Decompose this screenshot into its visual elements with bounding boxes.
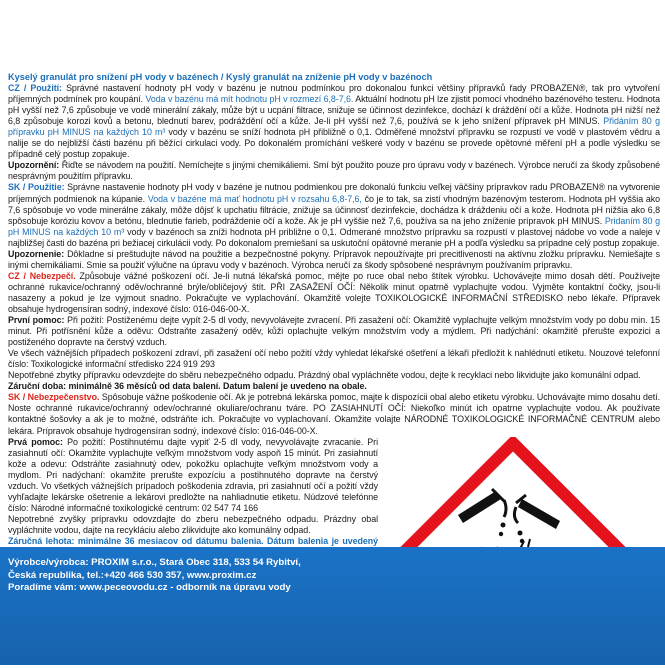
sk-use-paragraph <box>8 182 660 248</box>
sk-expiry-text: Záručná lehota: minimálne 36 mesiacov od dátumu balenia. Dátum balenia je uvedený <box>8 535 378 546</box>
sk-use-text-2: čo je to tak, sa zistí vhodným bazénovým testerom. Hodnota pH vyššia ako 7,6 spôsobuje vo vode minerálne zákaly, môže dôjsť k upchatiu filtrácie, znižuje sa účinnosť dezinfekcie, dochádza k dráždeniu očí a kože. Hodnota pH nižšia ako 6,8 spôsobuje koróziu kovov a betónu, blednutie farieb, podráždenie očí a kože. Ak je pH vyššie než 7,6, používa sa na jeho zníženie prípravok pH MINUS. <box>8 193 661 226</box>
sk-use-label: SK / Použitie: <box>8 182 65 193</box>
sk-danger-label: SK / Nebezpečenstvo. <box>8 392 100 403</box>
sk-first-aid-paragraph <box>8 437 378 514</box>
sk-warning-label: Upozornenie: <box>8 248 65 259</box>
sk-danger-text: Spôsobuje vážne poškodenie očí. Ak je potrebná lekárska pomoc, majte k dispozícii obal alebo etiketu výrobku. Uchovávajte mimo dosahu detí. Noste ochranné rukavice/ochranný odev/ochranné okuliare/ochranu tváre. PO ZASIAHNUTÍ OČÍ: Niekoľko minút ich opatrne vyplachujte vodou. Ak používate kontaktné šošovky a ak je to možné, odstráňte ich. Pokračujte vo vyplachovaní. Okamžite volajte NÁRODNÉ TOXIKOLOGICKÉ INFORMAČNÉ CENTRUM alebo lekára. Prípravok obsahuje hydrogensíran sodný, indexové číslo: 016-046-00-X. <box>8 392 660 436</box>
cz-first-aid-text-1: Při požití: Postiženému dejte vypít 2-5 dl vody, nevyvolávejte zvracení. Při zasažení očí: Okamžitě vyplachujte velkým množstvím vody po dobu min. 15 minut. Při potřísnění kůže a oděvu: Odstraňte zasažený oděv, kůži oplachujte velkým množstvím vody a mýdlem. Při nadýchání: okamžitě přerušte expozici a postiženého dopravte na čerstvý vzduch. <box>8 315 660 348</box>
cz-expiry-text: Záruční doba: minimálně 36 měsíců od data balení. Datum balení je uvedeno na obale. <box>8 381 367 392</box>
product-title: Kyselý granulát pro snížení pH vody v bazénech / Kyslý granulát na zníženie pH vody v bazénoch <box>8 72 433 82</box>
sk-disposal-text: Nepotrebné zvyšky prípravku odovzdajte do zberu nebezpečného odpadu. Prázdny obal vypláchnite vodou, dajte na recykláciu alebo zlikvidujte ako komunálny odpad. <box>8 513 378 535</box>
advice-link[interactable]: Poradíme vám: www.peceovodu.cz - odborník na úpravu vody <box>8 582 291 593</box>
cz-first-aid-paragraph <box>8 315 660 348</box>
footer-lines <box>8 557 301 595</box>
sk-use-dosage: Pridaním 80 g pH MINUS na každých 10 m³ <box>8 215 660 237</box>
cz-use-ph-range: Voda v bazénu má mít hodnotu pH v rozmezí 6,8-7,6. <box>145 94 354 105</box>
cz-danger-text: Způsobuje vážné poškození očí. Je-li nutná lékařská pomoc, mějte po ruce obal nebo štítek výrobku. Uchovávejte mimo dosah dětí. Používejte ochranné rukavice/ochranný oděv/ochranné brýle/obličejový štít. PŘI ZASAŽENÍ OČÍ: Několik minut opatrně vyplachujte vodou. Vyjměte kontaktní čočky, jsou-li nasazeny a pokud je lze vyjmout snadno. Pokračujte ve vyplachování. Okamžitě volejte TOXIKOLOGICKÉ INFORMAČNÍ STŘEDISKO nebo lékaře. Přípravek obsahuje hydrogensíran sodný, indexové číslo: 016-046-00-X. <box>8 270 660 314</box>
sk-use-ph-range: Voda v bazéne má mať hodnotu pH v rozsahu 6,8-7,6, <box>147 193 362 204</box>
cz-use-text-2: Aktuální hodnotu pH lze zjistit pomocí vhodného bazénového testeru. Hodnota pH vyšší než 7,6 způsobuje ve vodě minerální zákaly, může být u ucpání filtrace, snižuje se účinnost dezinfekce, dochází k dráždění očí a kůže. Hodnota pH nižší než 6,8 způsobuje korozi kovů a betonu, blednutí barev, podráždění očí a kůže. Je-li pH vyšší než 7,6, používá se k jeho snížení přípravek pH MINUS. <box>8 94 660 127</box>
cz-danger-label: CZ / Nebezpečí. <box>8 270 76 281</box>
sk-first-aid-label: Prvá pomoc: <box>8 436 63 447</box>
cz-use-paragraph <box>8 83 660 160</box>
sk-danger-paragraph <box>8 392 660 436</box>
sk-warning-text: Dôkladne si preštudujte návod na použitie a bezpečnostné pokyny. Prípravok nepoužívajte pri precitlivenosti na aktívnu zložku prípravku. Nemiešajte s inými chemikáliami. Smie sa použiť výlučne na úpravu vody v bazénoch. Výrobca neručí za škody spôsobené nesprávnym používaním prípravku. <box>8 248 660 270</box>
cz-use-text-1: Správné nastavení hodnoty pH vody v bazénu je nutnou podmínkou pro dokonalou funkci většiny přípravků řady PROBAZEN®, tak pro vytvoření příjemných podmínek pro koupání. <box>8 83 660 105</box>
producer-footer <box>0 547 665 665</box>
cz-first-aid-label: První pomoc: <box>8 315 65 326</box>
sk-use-text-1: Správne nastavenie hodnoty pH vody v bazéne je nutnou podmienkou pre dokonalú funkciu veľkej väčšiny prípravkov radu PROBAZEN® na vytvorenie príjemných podmienok na kúpanie. <box>8 182 661 204</box>
cz-warning-paragraph <box>8 160 660 182</box>
sk-first-aid-text-1: Po požití: Postihnutému dajte vypiť 2-5 dl vody, nevyvolávajte zvracanie. Pri zasiahnutí očí: Okamžite vyplachujte veľkým množstvom vody aspoň 15 minút. Pri zasiahnutí kože a odevu: Odstráňte zasiahnutý odev, pokožku oplachujte veľkým množstvom vody a mydlom. Pri nadýchaní: okamžite prerušte expozíciu a postihnutého dopravte na čerstvý vzduch. Vo všetkých vážnejších prípadoch poškodenia zdravia, pri zasiahnutí očí a požití vždy vyhľadajte lekárske ošetrenie a lekárovi predložte na nahliadnutie etiketu. Núdzové telefónne číslo: Národné informačné toxikologické centrum: 02 547 74 166 <box>8 436 378 513</box>
producer-address: Výrobce/výrobca: PROXIM s.r.o., Stará Obec 318, 533 54 Rybitví, <box>8 557 301 568</box>
cz-use-text-3: vody v bazénu se sníží hodnota pH přibližně o 0,1. Odměřené množství přípravku se rozpustí ve vodě v plastovém vědru a nalije se do nejbližší části bazénu při běžící cirkulaci vody. Po dokonalém promíchání veškeré vody v bazénu se provede opětovné měření pH a podle výsledku se případně celý postup zopakuje. <box>8 127 661 160</box>
sk-first-aid-column <box>8 437 378 559</box>
sk-use-text-3: vody v bazénoch sa zníži hodnota pH približne o 0,1. Odmerané množstvo prípravku sa rozpustí v plastovej nádobe vo vode a naleje v najbližšej časti do bazéna pri bežiacej cirkulácii vody. Po dokonalom premiešaní sa uskutoční opätovné meranie pH a podľa výsledku sa prípadne celý postup zopakuje. <box>8 226 661 248</box>
sk-first-aid-block <box>8 437 660 559</box>
cz-danger-paragraph <box>8 271 660 315</box>
cz-use-dosage: Přidáním 80 g přípravku pH MINUS na každých 10 m³ <box>8 116 661 138</box>
label-text-area <box>8 72 660 558</box>
producer-contact: Česká republika, tel.:+420 466 530 357, www.proxim.cz <box>8 569 257 581</box>
cz-use-label: CZ / Použití: <box>8 83 62 94</box>
cz-disposal-text: Nepotřebné zbytky přípravku odevzdejte do sběru nebezpečného odpadu. Prázdný obal vypláchněte vodou, dejte k recyklaci nebo likvidujte jako komunální odpad. <box>8 370 641 381</box>
cz-warning-text: Řiďte se návodem na použití. Nemíchejte s jinými chemikáliemi. Smí být použito pouze pro úpravu vody v bazénech. Výrobce neručí za škody způsobené nesprávným použitím přípravku. <box>8 160 661 182</box>
cz-warning-label: Upozornění: <box>8 160 60 171</box>
cz-first-aid-text-2: Ve všech vážnějších případech poškození zdraví, při zasažení očí nebo požití vždy vyhledat lékařské ošetření a lékaři předložit k nahlédnutí etiketu. Nouzové telefonní číslo: Toxikologické informační středisko 224 919 293 <box>8 348 660 370</box>
sk-warning-paragraph <box>8 249 660 271</box>
